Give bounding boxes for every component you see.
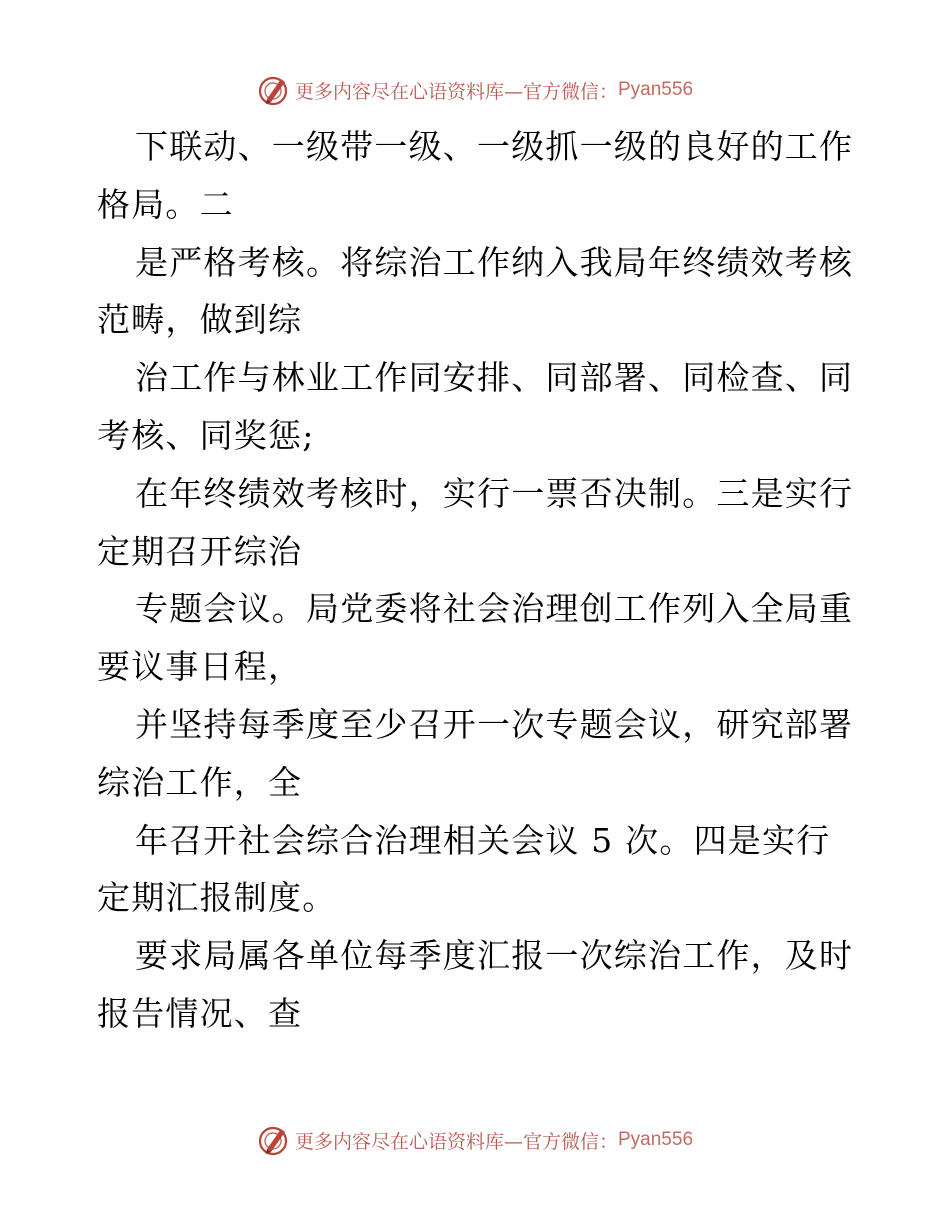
body-line: 治工作与林业工作同安排、同部署、同检查、同	[135, 358, 854, 398]
body-line: 在年终绩效考核时，实行一票否决制。三是实行	[135, 473, 854, 513]
body-line: 下联动、一级带一级、一级抓一级的良好的工作	[135, 127, 854, 166]
pen-logo-icon	[257, 73, 291, 107]
body-line: 要议事日程，	[97, 647, 303, 687]
header-banner	[0, 70, 950, 110]
body-line: 范畴，做到综	[97, 300, 303, 340]
body-line: 年召开社会综合治理相关会议 5 次。四是实行	[135, 820, 831, 860]
banner-account-id: Pyan556	[618, 1129, 694, 1150]
body-line: 报告情况、查	[97, 993, 303, 1033]
body-line: 考核、同奖惩;	[97, 415, 315, 455]
banner-text: 更多内容尽在心语资料库—官方微信：	[294, 80, 618, 103]
body-line: 定期汇报制度。	[97, 878, 337, 918]
footer-banner	[0, 1120, 950, 1160]
body-line: 定期召开综治	[97, 531, 303, 571]
document-body	[97, 118, 857, 1043]
body-line: 是严格考核。将综治工作纳入我局年终绩效考核	[135, 242, 854, 282]
body-line: 综治工作，全	[97, 762, 303, 802]
body-line: 格局。二	[97, 184, 234, 224]
banner-text: 更多内容尽在心语资料库—官方微信：	[294, 1130, 618, 1153]
body-line: 并坚持每季度至少召开一次专题会议，研究部署	[135, 704, 854, 744]
body-line: 专题会议。局党委将社会治理创工作列入全局重	[135, 589, 854, 629]
pen-logo-icon	[257, 1123, 291, 1157]
banner-account-id: Pyan556	[618, 79, 694, 100]
body-line: 要求局属各单位每季度汇报一次综治工作，及时	[135, 936, 854, 976]
